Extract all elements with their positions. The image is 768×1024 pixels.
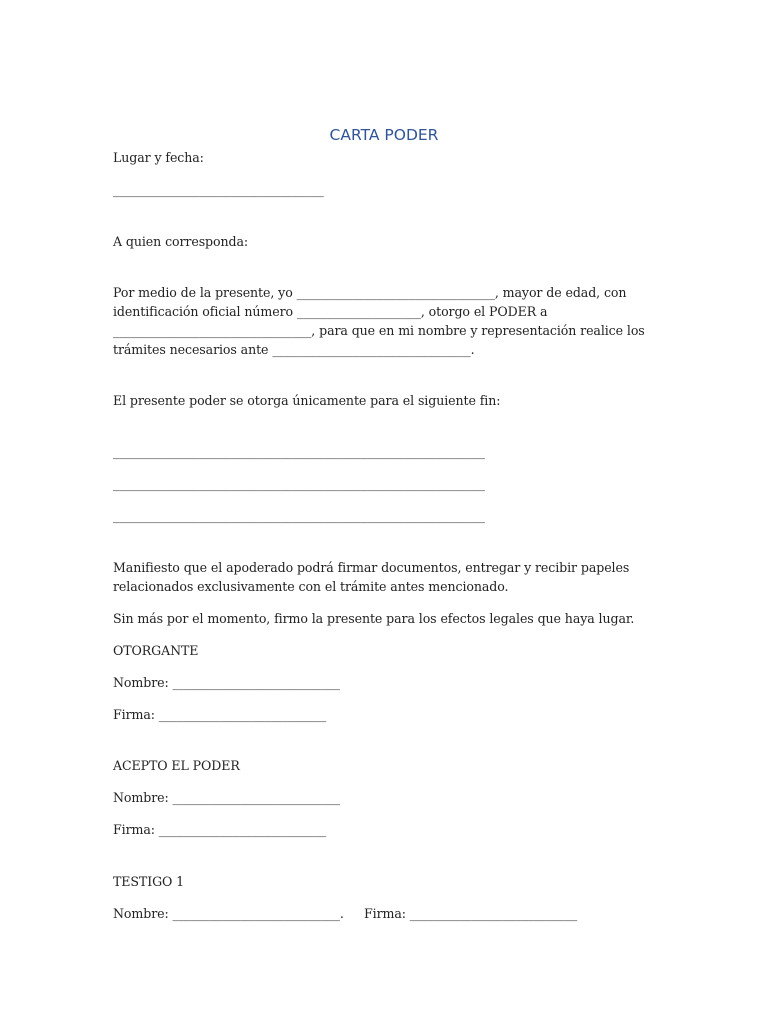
purpose-blank-2: ____________________________________________________________ [113,476,485,491]
otorgante-heading: OTORGANTE [113,643,199,658]
acepto-nombre: Nombre: ___________________________ [113,790,340,805]
salutation: A quien corresponda: [113,234,249,249]
acepto-heading: ACEPTO EL PODER [113,758,240,773]
body-line-4: trámites necesarios ante ________________________________. [113,342,475,357]
otorgante-nombre: Nombre: ___________________________ [113,675,340,690]
body-line-2: identificación oficial número ____________________, otorgo el PODER a [113,304,548,319]
closing-line: Sin más por el momento, firmo la presente para los efectos legales que haya lugar. [113,611,635,626]
acepto-firma: Firma: ___________________________ [113,822,327,837]
body-line-3: ________________________________, para que en mi nombre y representación realice los [113,323,645,338]
testigo1-firma: Firma: ___________________________ [364,906,578,921]
otorgante-firma: Firma: ___________________________ [113,707,327,722]
manifest-line-1: Manifiesto que el apoderado podrá firmar documentos, entregar y recibir papeles [113,560,630,575]
manifest-line-2: relacionados exclusivamente con el trámite antes mencionado. [113,579,509,594]
lugar-fecha-blank: __________________________________ [113,182,324,197]
purpose-blank-3: ____________________________________________________________ [113,508,485,523]
purpose-blank-1: ____________________________________________________________ [113,444,485,459]
lugar-fecha-label: Lugar y fecha: [113,150,204,165]
body-line-1: Por medio de la presente, yo ________________________________, mayor de edad, con [113,285,627,300]
purpose-label: El presente poder se otorga únicamente para el siguiente fin: [113,393,501,408]
testigo1-nombre: Nombre: ___________________________. [113,906,344,921]
document-title: CARTA PODER [329,126,439,144]
testigo1-heading: TESTIGO 1 [113,874,185,889]
